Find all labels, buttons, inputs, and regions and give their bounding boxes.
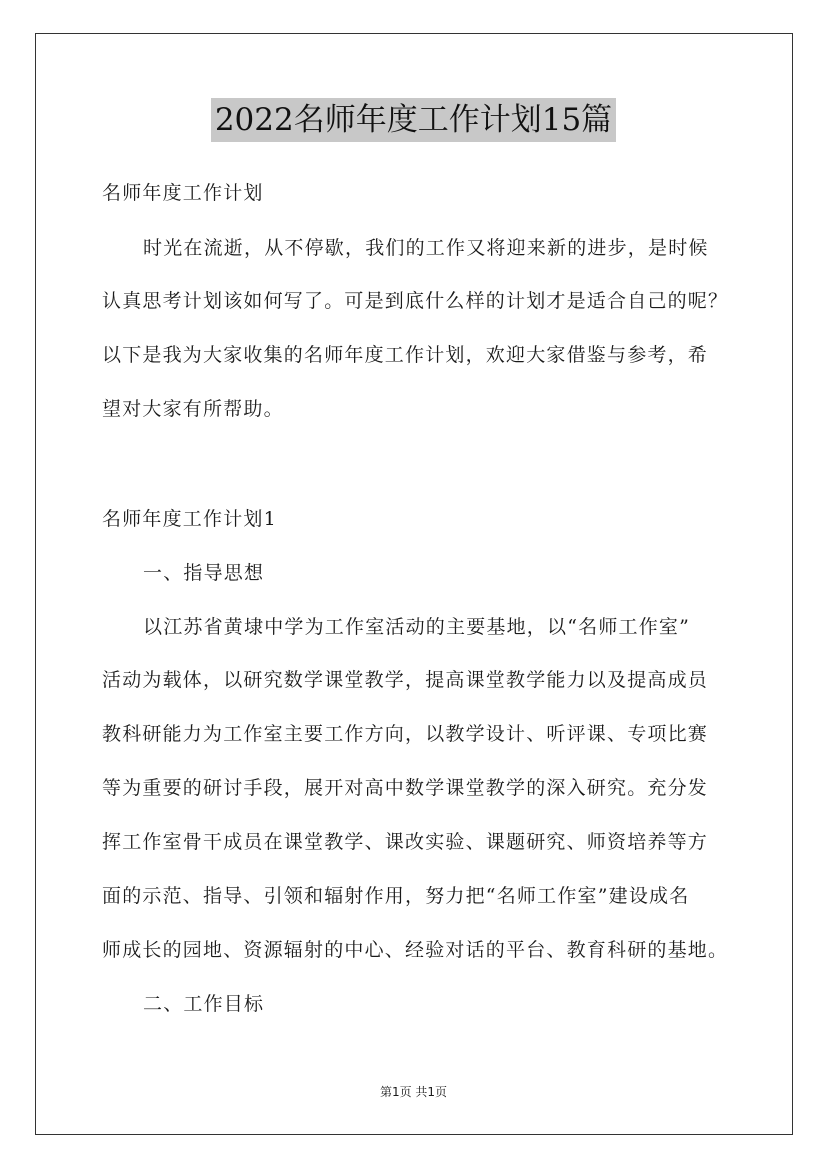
heading: 名师年度工作计划 [102,182,264,204]
intro-line-1: 时光在流逝，从不停歇，我们的工作又将迎来新的进步，是时候 [143,237,709,259]
body-line-1: 以江苏省黄埭中学为工作室活动的主要基地，以“名师工作室” [143,616,691,638]
intro-line-4: 望对大家有所帮助。 [102,398,284,420]
body-line-2: 活动为载体，以研究数学课堂教学，提高课堂教学能力以及提高成员 [102,669,709,691]
body-line-3: 教科研能力为工作室主要工作方向，以教学设计、听评课、专项比赛 [102,723,709,745]
body-line-6: 面的示范、指导、引领和辐射作用，努力把“名师工作室”建设成名 [102,885,690,907]
subheading-1: 一、指导思想 [143,562,265,584]
intro-line-3: 以下是我为大家收集的名师年度工作计划，欢迎大家借鉴与参考，希 [102,344,709,366]
page-footer: 第1页 共1页 [379,1085,448,1099]
subheading-2: 二、工作目标 [143,993,265,1015]
document-title: 2022名师年度工作计划15篇 [211,98,616,142]
body-line-7: 师成长的园地、资源辐射的中心、经验对话的平台、教育科研的基地。 [102,939,729,961]
body-line-5: 挥工作室骨干成员在课堂教学、课改实验、课题研究、师资培养等方 [102,831,709,853]
section-title: 名师年度工作计划1 [102,508,277,530]
body-line-4: 等为重要的研讨手段，展开对高中数学课堂教学的深入研究。充分发 [102,777,709,799]
intro-line-2: 认真思考计划该如何写了。可是到底什么样的计划才是适合自己的呢？ [102,290,729,312]
title-container [0,98,827,142]
